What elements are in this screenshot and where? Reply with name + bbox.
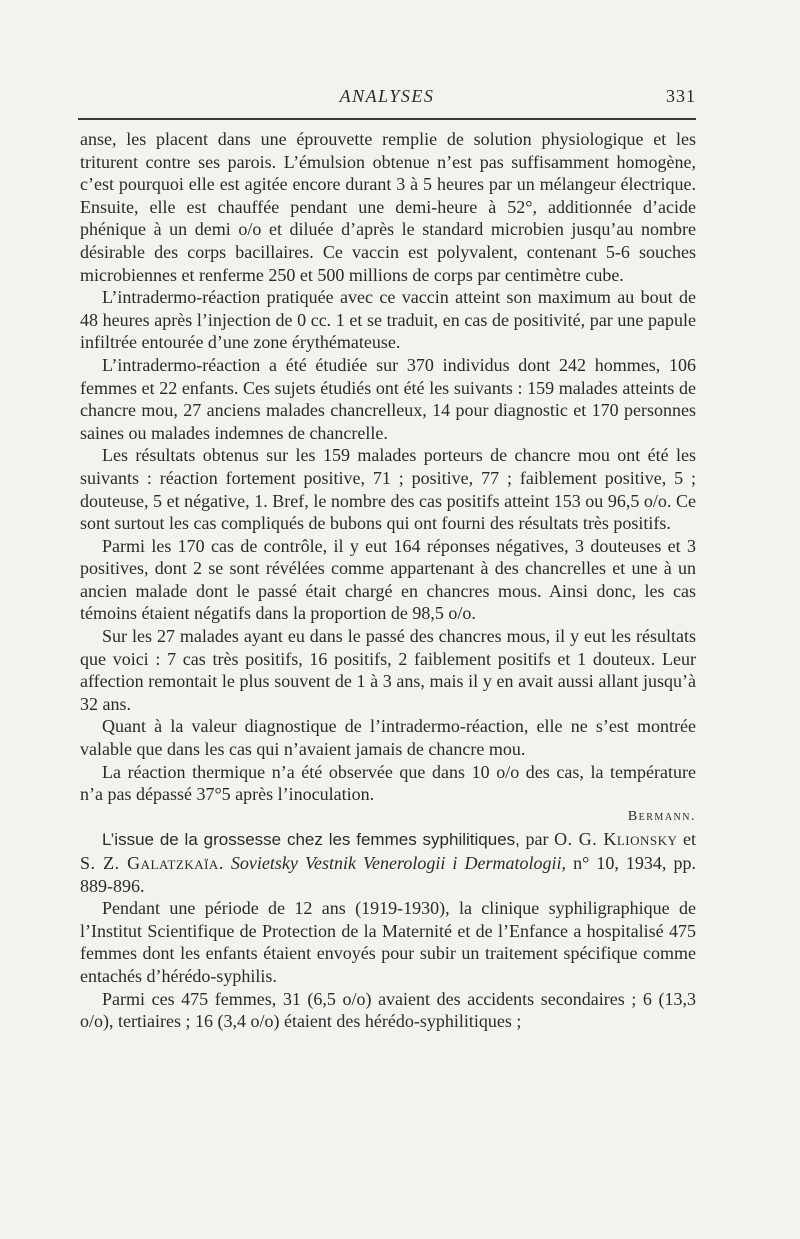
running-header — [78, 86, 696, 112]
paragraph: Sur les 27 malades ayant eu dans le passé des chancres mous, il y eut les résultats que voici : 7 cas très positifs, 16 positifs, 2 faiblement positifs et 1 douteux. Leur affection remontait le plus souvent de 1 à 3 ans, mais il y en avait aussi allant jusqu’à 32 ans. — [80, 626, 696, 714]
article-title: L’issue de la grossesse chez les femmes syphilitiques, — [102, 830, 520, 850]
article-author: O. G. Klionsky — [554, 829, 678, 850]
paragraph: anse, les placent dans une éprouvette remplie de solution physiologique et les triturent contre ses parois. L’émulsion obtenue n’est pas suffisamment homogène, c’est pourquoi elle est agitée encore durant 3 à 5 heures par un mélangeur électrique. Ensuite, elle est chauffée pendant une demi-heure à 52°, additionnée d’acide phénique à un demi o/o et diluée d’après le standard microbien jusqu’au nombre désirable des corps bacillaires. Ce vaccin est polyvalent, contenant 5-6 souches microbiennes et renferme 250 et 500 millions de corps par centimètre cube. — [80, 129, 696, 285]
article-journal: Sovietsky Vestnik Venerologii i Dermatologii, — [223, 853, 566, 873]
paragraph: L’intradermo-réaction pratiquée avec ce vaccin atteint son maximum au bout de 48 heures après l’injection de 0 cc. 1 et se traduit, en cas de positivité, par une papule infiltrée entourée d’une zone érythémateuse. — [80, 287, 696, 353]
header-rule — [78, 118, 696, 120]
article-by: par — [519, 829, 555, 850]
page-number: 331 — [666, 86, 696, 106]
signature: Bermann. — [627, 808, 696, 824]
article-author: S. Z. Galatzkaïa. — [80, 853, 224, 873]
paragraph: Parmi les 170 cas de contrôle, il y eut 164 réponses négatives, 3 douteuses et 3 positives, dont 2 se sont révélées comme appartenant à des chancrelles et une à un ancien malade dont le passé était chargé en chancres mous. Ainsi donc, les cas témoins étaient négatifs dans la proportion de 98,5 o/o. — [80, 535, 696, 624]
article-and: et — [677, 829, 696, 850]
paragraph: L’intradermo-réaction a été étudiée sur 370 individus dont 242 hommes, 106 femmes et 22 enfants. Ces sujets étudiés ont été les suivants : 159 malades atteints de chancre mou, 27 anciens malades chancrelleux, 14 pour diagnostic et 170 personnes saines ou malades indemnes de chancrelle. — [80, 354, 696, 443]
paragraph: La réaction thermique n’a été observée que dans 10 o/o des cas, la température n’a pas dépassé 37°5 après l’inoculation. — [80, 761, 696, 805]
paragraph: Pendant une période de 12 ans (1919-1930), la clinique syphiligraphique de l’Institut Scientifique de Protection de la Maternité et de l’Enfance a hospitalisé 475 femmes dont les enfants étaient envoyés pour subir un traitement spécifique comme entachés d’hérédo-syphilis. — [80, 898, 696, 986]
body-text — [80, 128, 696, 1033]
paragraph: Les résultats obtenus sur les 159 malades porteurs de chancre mou ont été les suivants : réaction fortement positive, 71 ; positive, 77 ; faiblement positive, 5 ; douteuse, 5 et négative, 1. Bref, le nombre des cas positifs atteint 153 ou 96,5 o/o. Ce sont surtout les cas compliqués de bubons qui ont fourni des résultats très positifs. — [80, 445, 696, 534]
article-heading — [80, 828, 696, 897]
article-citation: n° 10, 1934, pp. 889-896. — [80, 853, 696, 896]
paragraph: Quant à la valeur diagnostique de l’intradermo-réaction, elle ne s’est montrée valable que dans les cas qui n’avaient jamais de chancre mou. — [80, 716, 696, 760]
paragraph: Parmi ces 475 femmes, 31 (6,5 o/o) avaient des accidents secondaires ; 6 (13,3 o/o), tertiaires ; 16 (3,4 o/o) étaient des hérédo-syphilitiques ; — [80, 988, 696, 1032]
running-title: ANALYSES — [339, 86, 435, 106]
